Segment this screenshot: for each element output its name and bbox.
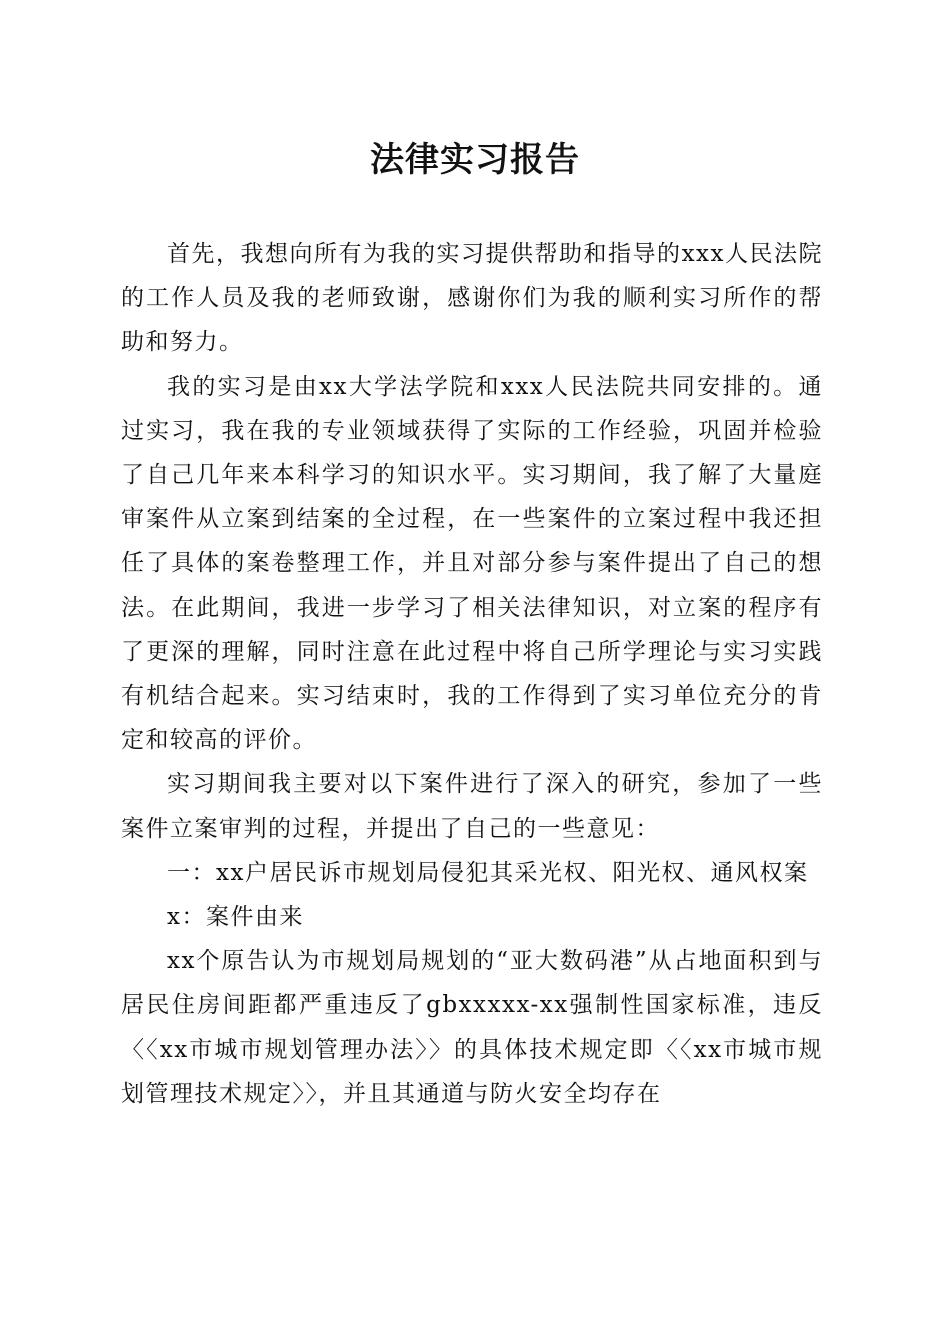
- paragraph-internship-overview: 我的实习是由xx大学法学院和xxx人民法院共同安排的。通过实习，我在我的专业领域获得了实际的工作经验，巩固并检验了自己几年来本科学习的知识水平。实习期间，我了解了大量庭审案件从立案到结案的全过程，在一些案件的立案过程中我还担任了具体的案卷整理工作，并且对部分参与案件提出了自己的想法。在此期间，我进一步学习了相关法律知识，对立案的程序有了更深的理解，同时注意在此过程中将自己所学理论与实习实践有机结合起来。实习结束时，我的工作得到了实习单位充分的肯定和较高的评价。: [121, 373, 823, 754]
- document-title: 法律实习报告: [370, 140, 580, 180]
- paragraph-case-background: xx个原告认为市规划局规划的“亚大数码港”从占地面积到与居民住房间距都严重违反了gbxxxxx-xx强制性国家标准，违反〈〈xx市城市规划管理办法〉〉的具体技术规定即〈〈xx市城市规划管理技术规定〉〉，并且其通道与防火安全均存在: [121, 948, 823, 1107]
- paragraph-cases-intro: 实习期间我主要对以下案件进行了深入的研究，参加了一些案件立案审判的过程，并提出了自己的一些意见：: [121, 771, 823, 842]
- document-body: [121, 232, 823, 1116]
- case-subheading: x：案件由来: [167, 904, 304, 931]
- case-heading: 一：xx户居民诉市规划局侵犯其采光权、阳光权、通风权案: [167, 859, 809, 886]
- paragraph-acknowledgement: 首先，我想向所有为我的实习提供帮助和指导的xxx人民法院的工作人员及我的老师致谢，感谢你们为我的顺利实习所作的帮助和努力。: [121, 241, 823, 356]
